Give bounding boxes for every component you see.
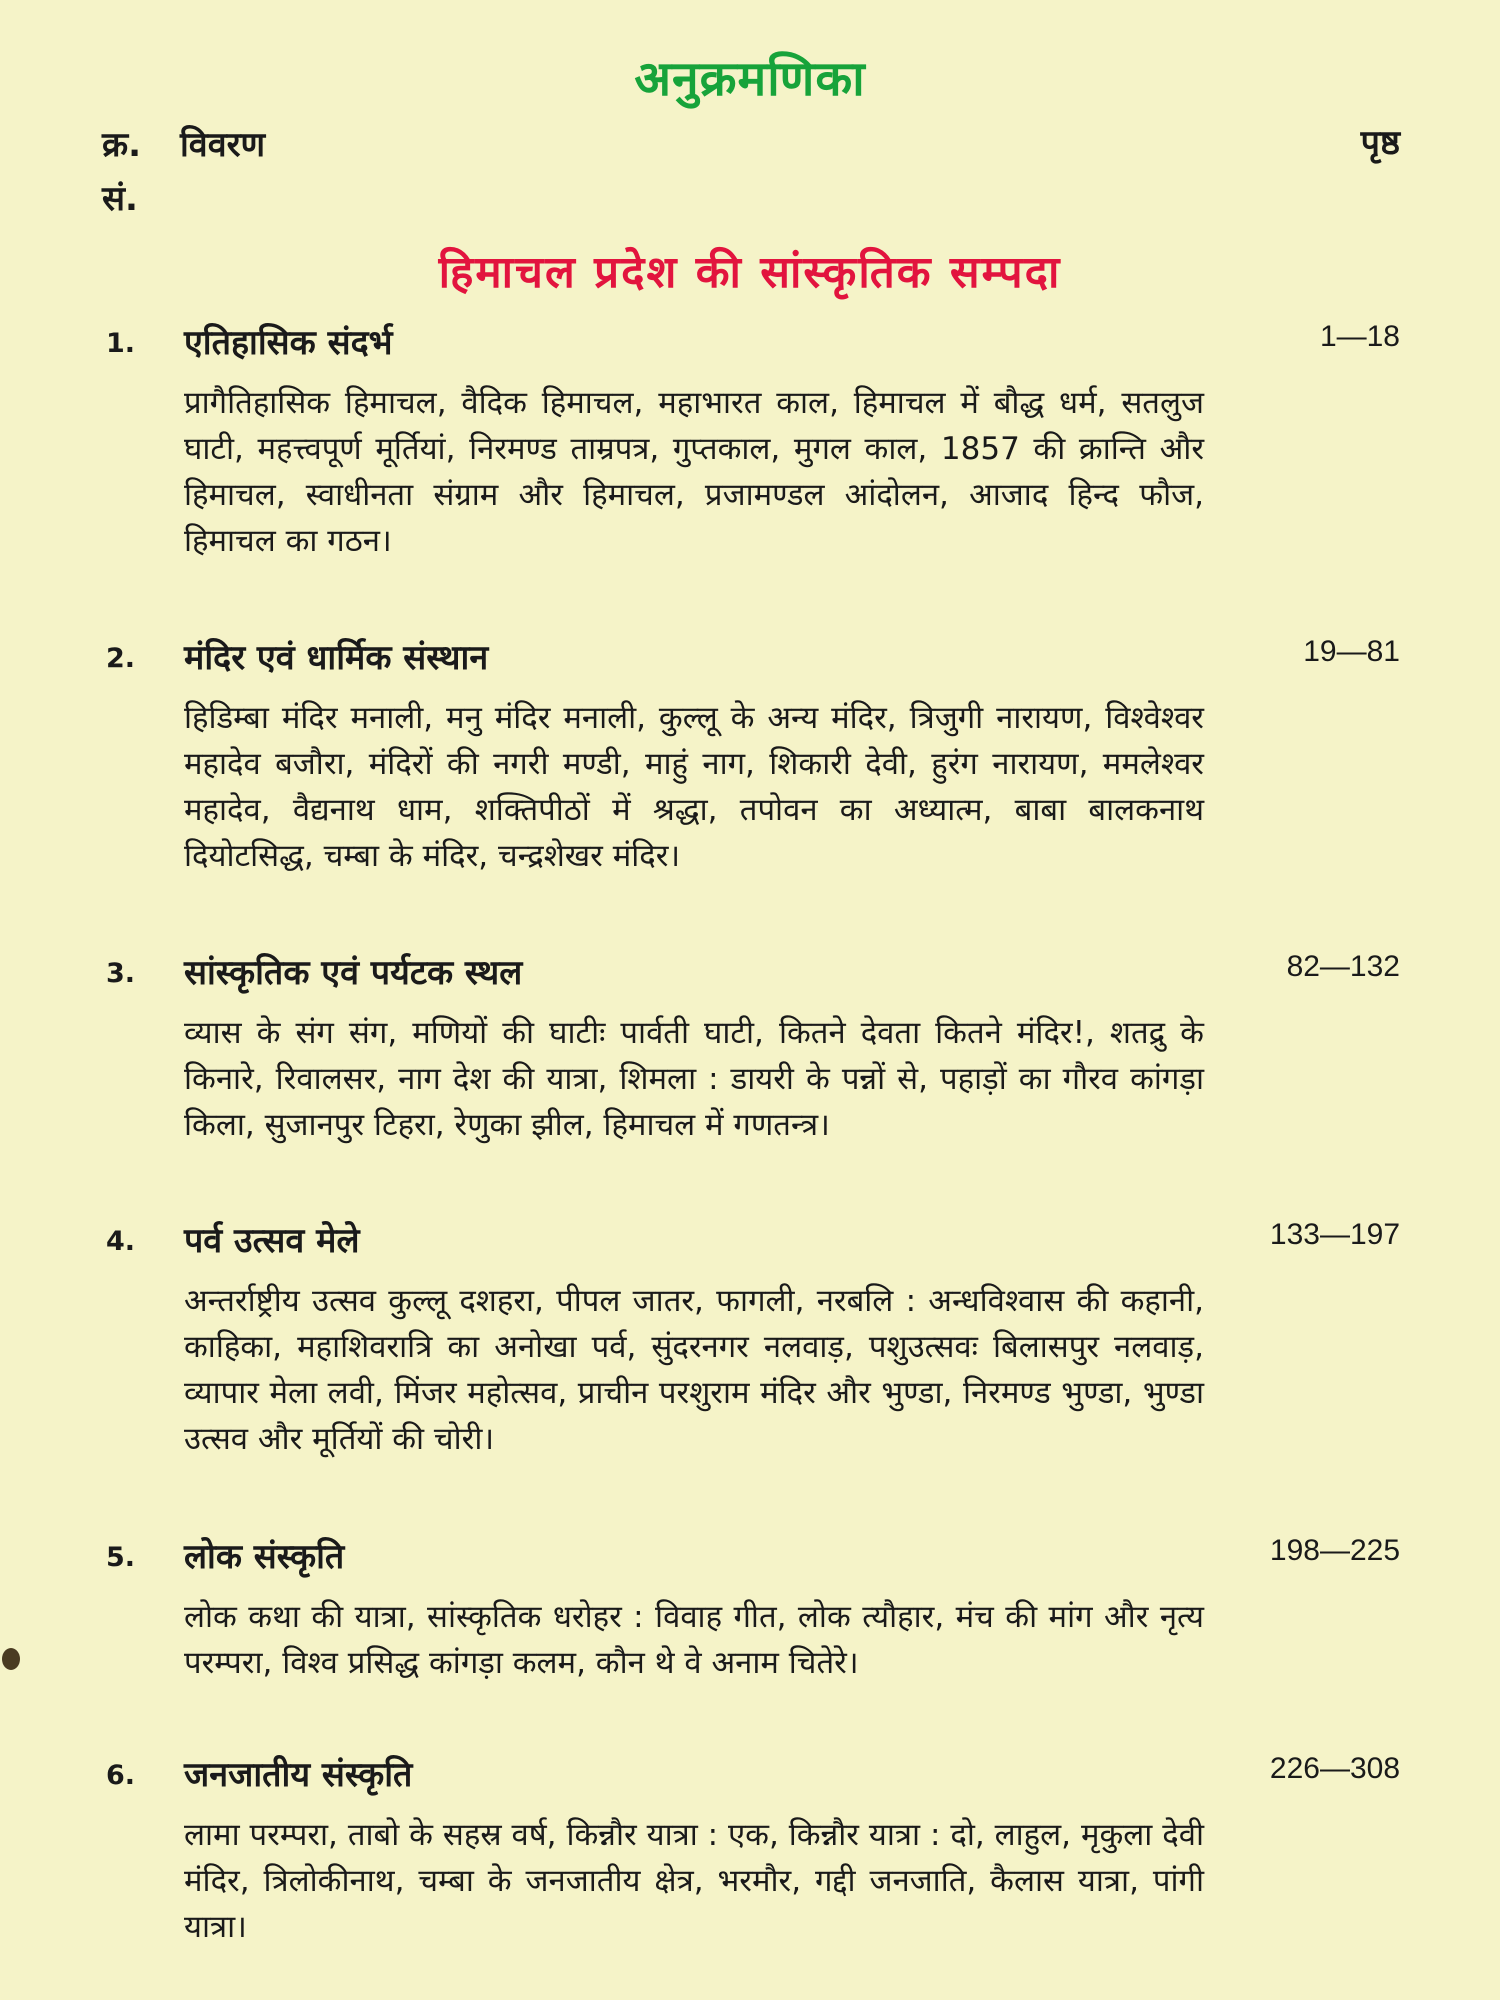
entry-title: मंदिर एवं धार्मिक संस्थान bbox=[184, 638, 489, 678]
entry-number: 6. bbox=[106, 1760, 136, 1791]
entry-title: जनजातीय संस्कृति bbox=[184, 1755, 413, 1795]
entry-description: अन्तर्राष्ट्रीय उत्सव कुल्लू दशहरा, पीपल जातर, फागली, नरबलि : अन्धविश्वास की कहानी, काहिका, महाशिवरात्रि का अनोखा पर्व, सुंदरनगर नलवाड़, पशुउत्सवः बिलासपुर नलवाड़, व्यापार मेला लवी, मिंजर महोत्सव, प्राचीन परशुराम मंदिर और भुण्डा, निरमण्ड भुण्डा, भुण्डा उत्सव और मूर्तियों की चोरी। bbox=[184, 1283, 1204, 1457]
entry-pages: 19—81 bbox=[1303, 635, 1400, 668]
entry-description: प्रागैतिहासिक हिमाचल, वैदिक हिमाचल, महाभारत काल, हिमाचल में बौद्ध धर्म, सतलुज घाटी, महत्त्वपूर्ण मूर्तियां, निरमण्ड ताम्रपत्र, गुप्तकाल, मुगल काल, 1857 की क्रान्ति और हिमाचल, स्वाधीनता संग्राम और हिमाचल, प्रजामण्डल आंदोलन, आजाद हिन्द फौज, हिमाचल का गठन। bbox=[184, 385, 1204, 559]
section-title: हिमाचल प्रदेश की सांस्कृतिक सम्पदा bbox=[438, 247, 1062, 298]
entry-title: सांस्कृतिक एवं पर्यटक स्थल bbox=[184, 953, 523, 993]
entry-pages: 82—132 bbox=[1286, 950, 1400, 983]
entry-pages: 198—225 bbox=[1269, 1534, 1400, 1567]
entry-pages: 133—197 bbox=[1269, 1218, 1400, 1251]
column-header-left bbox=[102, 118, 265, 226]
page-column-label: पृष्ठ bbox=[1360, 123, 1400, 163]
entry-description: लोक कथा की यात्रा, सांस्कृतिक धरोहर : विवाह गीत, लोक त्यौहार, मंच की मांग और नृत्य परम्परा, विश्व प्रसिद्ध कांगड़ा कलम, कौन थे वे अनाम चितेरे। bbox=[184, 1599, 1204, 1681]
entry-number: 1. bbox=[106, 328, 136, 359]
entry-description: व्यास के संग संग, मणियों की घाटीः पार्वती घाटी, कितने देवता कितने मंदिर!, शतद्रु के किनारे, रिवालसर, नाग देश की यात्रा, शिमला : डायरी के पन्नों से, पहाड़ों का गौरव कांगड़ा किला, सुजानपुर टिहरा, रेणुका झील, हिमाचल में गणतन्त्र। bbox=[184, 1015, 1204, 1143]
entry-description: लामा परम्परा, ताबो के सहस्र वर्ष, किन्नौर यात्रा : एक, किन्नौर यात्रा : दो, लाहुल, मृकुला देवी मंदिर, त्रिलोकीनाथ, चम्बा के जनजातीय क्षेत्र, भरमौर, गद्दी जनजाति, कैलास यात्रा, पांगी यात्रा। bbox=[184, 1817, 1204, 1945]
description-column-label: विवरण bbox=[180, 125, 266, 165]
entry-description: हिडिम्बा मंदिर मनाली, मनु मंदिर मनाली, कुल्लू के अन्य मंदिर, त्रिजुगी नारायण, विश्वेश्वर महादेव बजौरा, मंदिरों की नगरी मण्डी, माहुं नाग, शिकारी देवी, हुरंग नारायण, ममलेश्वर महादेव, वैद्यनाथ धाम, शक्तिपीठों में श्रद्धा, तपोवन का अध्यात्म, बाबा बालकनाथ दियोटसिद्ध, चम्बा के मंदिर, चन्द्रशेखर मंदिर। bbox=[184, 700, 1204, 874]
page-title: अनुक्रमणिका bbox=[634, 51, 866, 107]
entry-title: पर्व उत्सव मेले bbox=[184, 1221, 360, 1261]
ink-blot-mark bbox=[2, 1648, 20, 1670]
entry-number: 2. bbox=[106, 643, 136, 674]
serial-number-label-line1: क्र. bbox=[102, 125, 142, 165]
entry-number: 4. bbox=[106, 1226, 136, 1257]
serial-number-label-line2: सं. bbox=[102, 179, 138, 219]
entry-title: लोक संस्कृति bbox=[184, 1537, 345, 1577]
entry-number: 3. bbox=[106, 958, 136, 989]
entry-pages: 226—308 bbox=[1269, 1752, 1400, 1785]
entry-title: एतिहासिक संदर्भ bbox=[184, 323, 393, 363]
entry-number: 5. bbox=[106, 1542, 136, 1573]
entry-pages: 1—18 bbox=[1319, 320, 1400, 353]
